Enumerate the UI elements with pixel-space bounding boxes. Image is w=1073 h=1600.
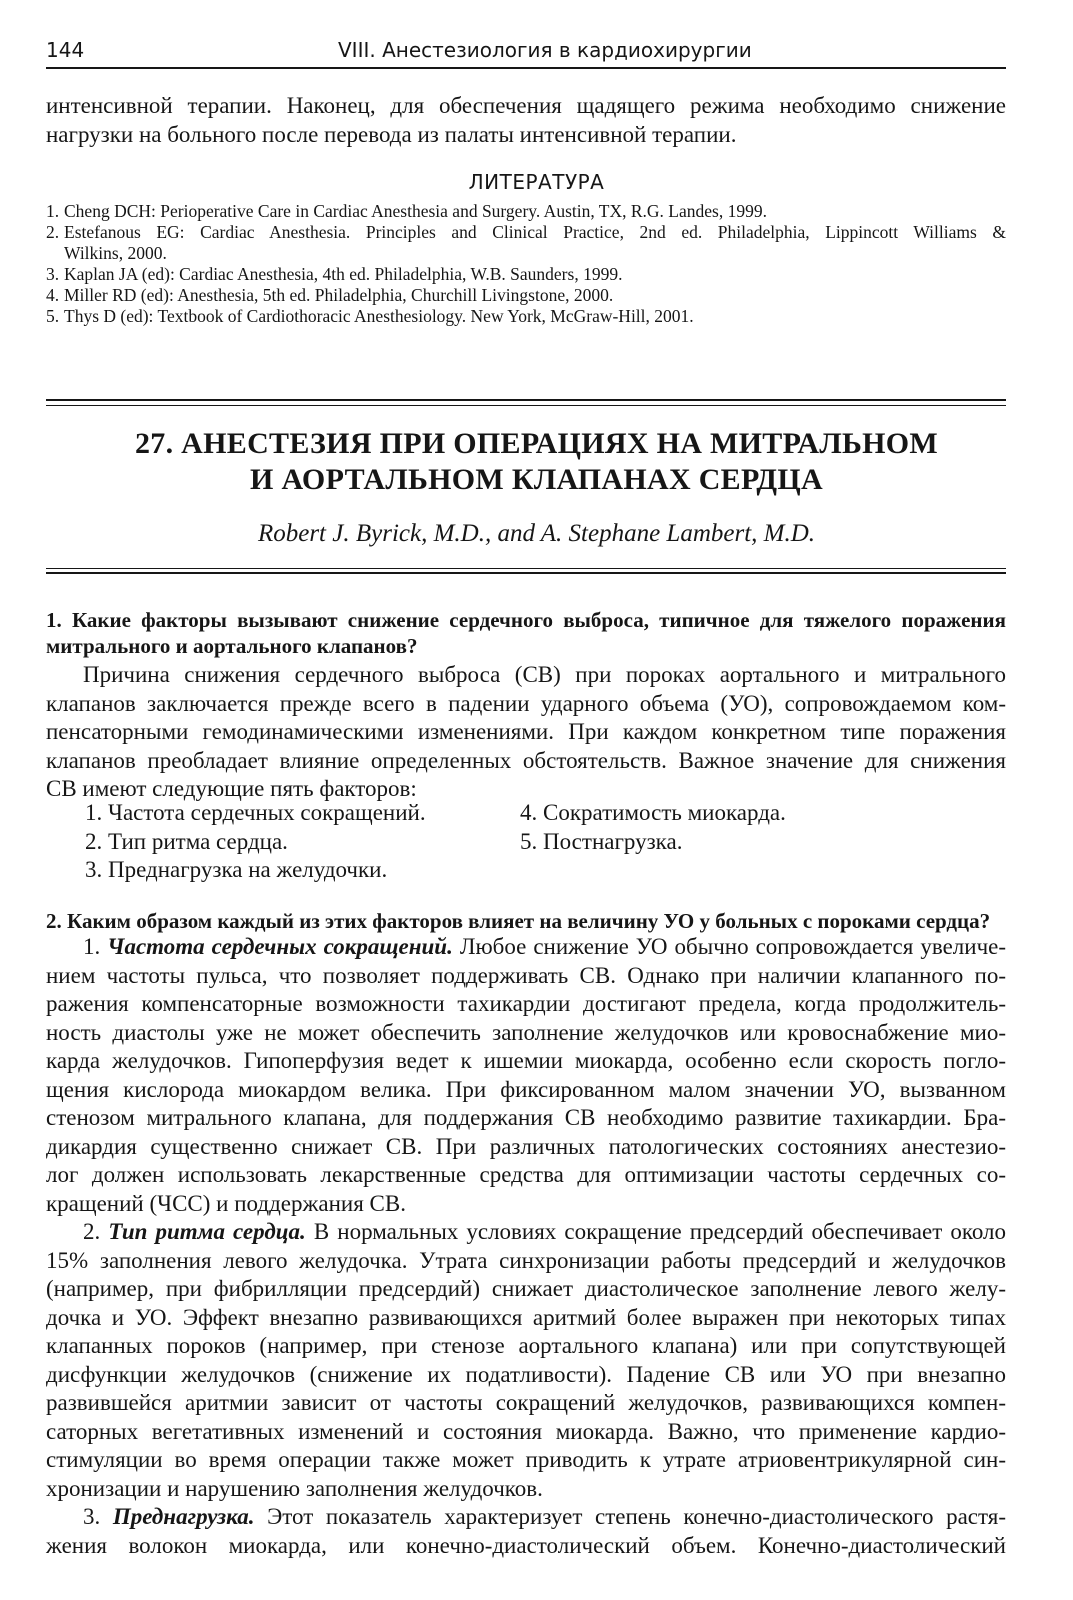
reference-list (46, 201, 1006, 327)
header-rule (46, 67, 1006, 69)
factor-item: 5. Постнагрузка. (520, 828, 683, 854)
reference-item: 3. Kaplan JA (ed): Cardiac Anesthesia, 4th ed. Philadelphia, W.B. Saunders, 1999. (46, 264, 623, 284)
answer-line: саторных вегетативных изменений и состояния миокарда. Важно, что применение кардио- (46, 1418, 1006, 1444)
page-number: 144 (46, 38, 85, 62)
answer-line: дочка и УО. Эффект внезапно развивающихся аритмий более выражен при некоторых типах (46, 1304, 1006, 1330)
answer-line: дикардия существенно снижает СВ. При различных патологических состояниях анестезио- (46, 1133, 1006, 1159)
chapter-title: 27. АНЕСТЕЗИЯ ПРИ ОПЕРАЦИЯХ НА МИТРАЛЬНОМ И АОРТАЛЬНОМ КЛАПАНАХ СЕРДЦА (134, 427, 938, 496)
answer-line: карда желудочков. Гипоперфузия ведет к ишемии миокарда, особенно если скорость погло- (46, 1048, 1006, 1073)
intro-line: интенсивной терапии. Наконец, для обеспечения щадящего режима необходимо снижение (46, 93, 1006, 118)
intro-paragraph (46, 92, 1006, 149)
factor-item: 4. Сократимость миокарда. (520, 800, 786, 825)
answer-line: стенозом митрального клапана, для поддержания СВ необходимо развитие тахикардии. Бра- (46, 1105, 1006, 1130)
answer-line: развившейся аритмии зависит от частоты сокращений желудочков, развивающихся компен- (46, 1390, 1006, 1415)
chapter-rule-top (46, 399, 1006, 401)
chapter-rule-bottom-thin (46, 568, 1006, 569)
answer-line: жения волокон миокарда, или конечно-диастолический объем. Конечно-диастолический (46, 1532, 1006, 1558)
question-1: 1. Какие факторы вызывают снижение сердечного выброса, типичное для тяжелого поражения митрального и аортального клапанов? (46, 608, 1006, 658)
answer-line: (например, при фибрилляции предсердий) снижает диастолическое заполнение левого желу- (46, 1276, 1006, 1301)
answer-line: стимуляции во время операции также может приводить к утрате атриовентрикулярной син- (46, 1447, 1006, 1472)
answer-line: хронизации и нарушению заполнения желудочков. (46, 1475, 543, 1501)
answer-line: ражения компенсаторные возможности тахикардии достигают предела, когда продолжитель- (46, 991, 1006, 1016)
chapter-rule-bottom (46, 572, 1006, 574)
paragraph-rhythm: 2. Тип ритма сердца. В нормальных условиях сокращение предсердий обеспечивает около (83, 1219, 1007, 1244)
literature-heading: ЛИТЕРАТУРА (468, 170, 605, 194)
term-preload: Преднагрузка. (112, 1504, 255, 1529)
chapter-rule-top-thin (46, 405, 1006, 406)
answer-line: Причина снижения сердечного выброса (СВ) при пороках аортального и митрального (83, 662, 1006, 687)
answer-line: ность диастолы уже не может обеспечить заполнение желудочков или кровоснабжение мио- (46, 1019, 1006, 1045)
answer-1 (46, 661, 1006, 804)
term-rhythm: Тип ритма сердца. (108, 1219, 306, 1244)
factors-list-left (85, 799, 505, 885)
answer-line: дисфункции желудочков (снижение их податливости). Падение СВ или УО при внезапно (46, 1361, 1006, 1387)
factor-item: 1. Частота сердечных сокращений. (85, 800, 426, 825)
answer-line: СВ имеют следующие пять факторов: (46, 776, 417, 801)
answer-line: пенсаторными гемодинамическими изменениями. При каждом конкретном типе поражения (46, 719, 1006, 744)
answer-line: клапанных пороков (например, при стенозе аортального клапана) или при сопутствующей (46, 1333, 1006, 1358)
paragraph-preload: 3. Преднагрузка. Этот показатель характеризует степень конечно-диастолического растя- (83, 1504, 1006, 1529)
reference-item: 4. Miller RD (ed): Anesthesia, 5th ed. Philadelphia, Churchill Livingstone, 2000. (46, 285, 614, 305)
paragraph-heart-rate: 1. Частота сердечных сокращений. Любое снижение УО обычно сопровождается увеличе- (83, 934, 1007, 959)
answer-line: щения кислорода миокардом велика. При фиксированном малом значении УО, вызванном (46, 1076, 1006, 1102)
factor-item: 3. Преднагрузка на желудочки. (85, 857, 388, 882)
reference-item: 2. Estefanous EG: Cardiac Anesthesia. Principles and Clinical Practice, 2nd ed. Philadelphia, Lippincott Williams & Wilkins, 2000. (46, 222, 1006, 263)
factors-list-right (520, 799, 1000, 856)
reference-item: 1. Cheng DCH: Perioperative Care in Cardiac Anesthesia and Surgery. Austin, TX, R.G. Landes, 1999. (46, 201, 767, 221)
chapter-authors: Robert J. Byrick, M.D., and A. Stephane Lambert, M.D. (257, 520, 816, 547)
answer-line: лог должен использовать лекарственные средства для оптимизации частоты сердечных со- (46, 1162, 1006, 1187)
answer-2 (46, 933, 1006, 1560)
answer-line: клапанов преобладает влияние определенных обстоятельств. Важное значение для снижения (46, 747, 1006, 773)
answer-line: нием частоты пульса, что позволяет поддерживать СВ. Однако при наличии клапанного по- (46, 962, 1006, 988)
reference-item: 5. Thys D (ed): Textbook of Cardiothoracic Anesthesiology. New York, McGraw-Hill, 2001. (46, 306, 694, 326)
term-heart-rate: Частота сердечных сокращений. (107, 934, 453, 959)
answer-line: кращений (ЧСС) и поддержания СВ. (46, 1190, 406, 1216)
running-title: VIII. Анестезиология в кардиохирургии (338, 38, 752, 62)
question-2: 2. Каким образом каждый из этих факторов влияет на величину УО у больных с пороками сердца? (46, 909, 991, 933)
answer-line: клапанов заключается прежде всего в падении ударного объема (УО), сопровождаемом ком- (46, 690, 1006, 716)
answer-line: 15% заполнения левого желудочка. Утрата синхронизации работы предсердий и желудочков (46, 1247, 1006, 1273)
intro-line: нагрузки на больного после перевода из палаты интенсивной терапии. (46, 121, 737, 147)
factor-item: 2. Тип ритма сердца. (85, 828, 288, 854)
